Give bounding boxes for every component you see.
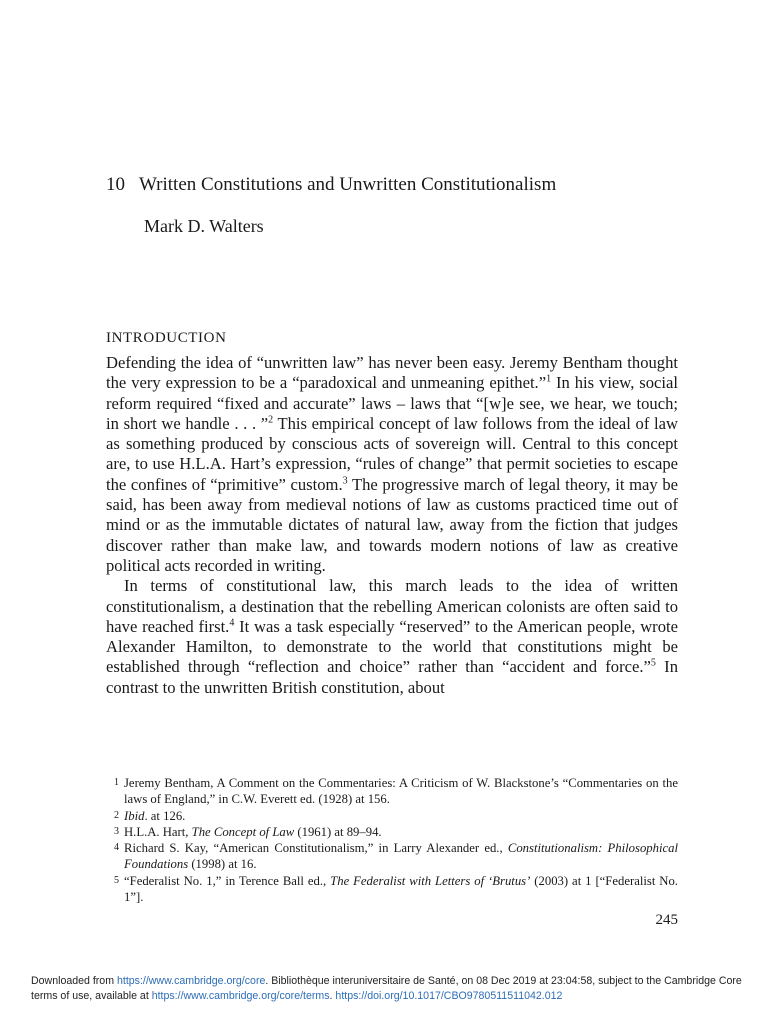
download-notice	[31, 974, 747, 1004]
text-run: The progressive march of legal theory, it may be said, has been away from medieval notions of law as customs practiced time out of mind or as the immutable dictates of natural law, away from the fiction that judges discover rather than make law, and towards modern notions of law as creative political acts recorded in writing.	[106, 474, 678, 575]
notice-text: Downloaded from	[31, 975, 117, 987]
text-run: (1998) at 16.	[188, 857, 257, 872]
notice-text: .	[329, 990, 336, 1002]
text-run: . at 126.	[144, 808, 186, 823]
chapter-number: 10	[106, 174, 125, 195]
italic-run: Ibid	[124, 808, 145, 823]
text-run: Defending the idea of “unwritten law” has never been easy. Jeremy Bentham thought the very expression to be a “paradoxical and unmeaning epithet.”	[106, 353, 678, 393]
text-run: This empirical concept of law follows from the ideal of law as something produced by conscious acts of sovereign will. Central to this concept are, to use H.L.A. Hart’s expression, “rules of change” that permit societies to escape the confines of “primitive” custom.	[106, 413, 678, 494]
footnote-number: 3	[114, 825, 119, 837]
italic-run: The Federalist with Letters of ‘Brutus’	[330, 873, 531, 888]
body-text	[106, 353, 678, 698]
footnote-reference[interactable]: 1	[546, 373, 552, 385]
footnote-reference[interactable]: 4	[229, 617, 235, 629]
section-heading: INTRODUCTION	[106, 330, 227, 346]
text-run: It was a task especially “reserved” to the American people, wrote Alexander Hamilton, to demonstrate to the world that constitutions might be established through “reflection and choice” rather than “accident and force.”	[106, 616, 678, 677]
doi-link[interactable]: https://doi.org/10.1017/CBO9780511511042.012	[335, 990, 563, 1002]
italic-run: Constitutionalism: Philosophical Foundations	[124, 841, 679, 872]
text-run: In his view, social reform required “fixed and accurate” laws – laws that “[w]e see, we hear, we touch; in short we handle . . . ”	[106, 373, 678, 433]
footnote	[114, 824, 678, 840]
footnote-reference[interactable]: 5	[650, 657, 656, 669]
chapter-heading	[106, 172, 556, 198]
paragraph	[106, 576, 678, 698]
text-run: (1961) at 89–94.	[294, 824, 382, 839]
text-run: In terms of constitutional law, this march leads to the idea of written constitutionalism, a destination that the rebelling American colonists are often said to have reached first.	[106, 576, 678, 636]
page-number: 245	[655, 912, 678, 928]
text-run: Richard S. Kay, “American Constitutionalism,” in Larry Alexander ed.,	[124, 841, 508, 856]
text-run: H.L.A. Hart,	[124, 824, 192, 839]
footnote-number: 2	[114, 809, 119, 821]
footnote-number: 5	[114, 874, 119, 886]
text-run: (2003) at 1 [“Federalist No. 1”].	[124, 873, 678, 905]
text-run: In contrast to the unwritten British constitution, about	[106, 657, 678, 697]
footnote-text: Jeremy Bentham, A Comment on the Commentaries: A Criticism of W. Blackstone’s “Commentaries on the laws of England,” in C.W. Everett ed. (1928) at 156.	[124, 776, 678, 807]
footnotes	[114, 775, 678, 905]
footnote-reference[interactable]: 2	[268, 414, 274, 426]
italic-run: The Concept of Law	[191, 824, 295, 839]
text-run: “Federalist No. 1,” in Terence Ball ed.,	[124, 873, 331, 888]
footnote-text	[124, 840, 678, 873]
chapter-title: Written Constitutions and Unwritten Constitutionalism	[139, 174, 557, 195]
footnote-number: 4	[114, 842, 119, 854]
footnote	[114, 775, 678, 808]
cambridge-core-link[interactable]: https://www.cambridge.org/core	[116, 975, 266, 987]
notice-text: . Bibliothèque interuniversitaire de Santé, on 08 Dec 2019 at 23:04:58, subject to the Cambridge Core terms of use, available at	[31, 975, 742, 1002]
footnote-text	[124, 808, 678, 824]
terms-link[interactable]: https://www.cambridge.org/core/terms	[151, 990, 330, 1002]
footnote-reference[interactable]: 3	[342, 475, 348, 487]
footnote	[114, 873, 678, 906]
footnote	[114, 840, 678, 873]
paragraph	[106, 353, 678, 576]
footnote	[114, 808, 678, 824]
chapter-author: Mark D. Walters	[144, 216, 264, 236]
footnote-number: 1	[114, 777, 119, 788]
footnote-text	[124, 873, 678, 906]
footnote-text	[124, 824, 678, 840]
